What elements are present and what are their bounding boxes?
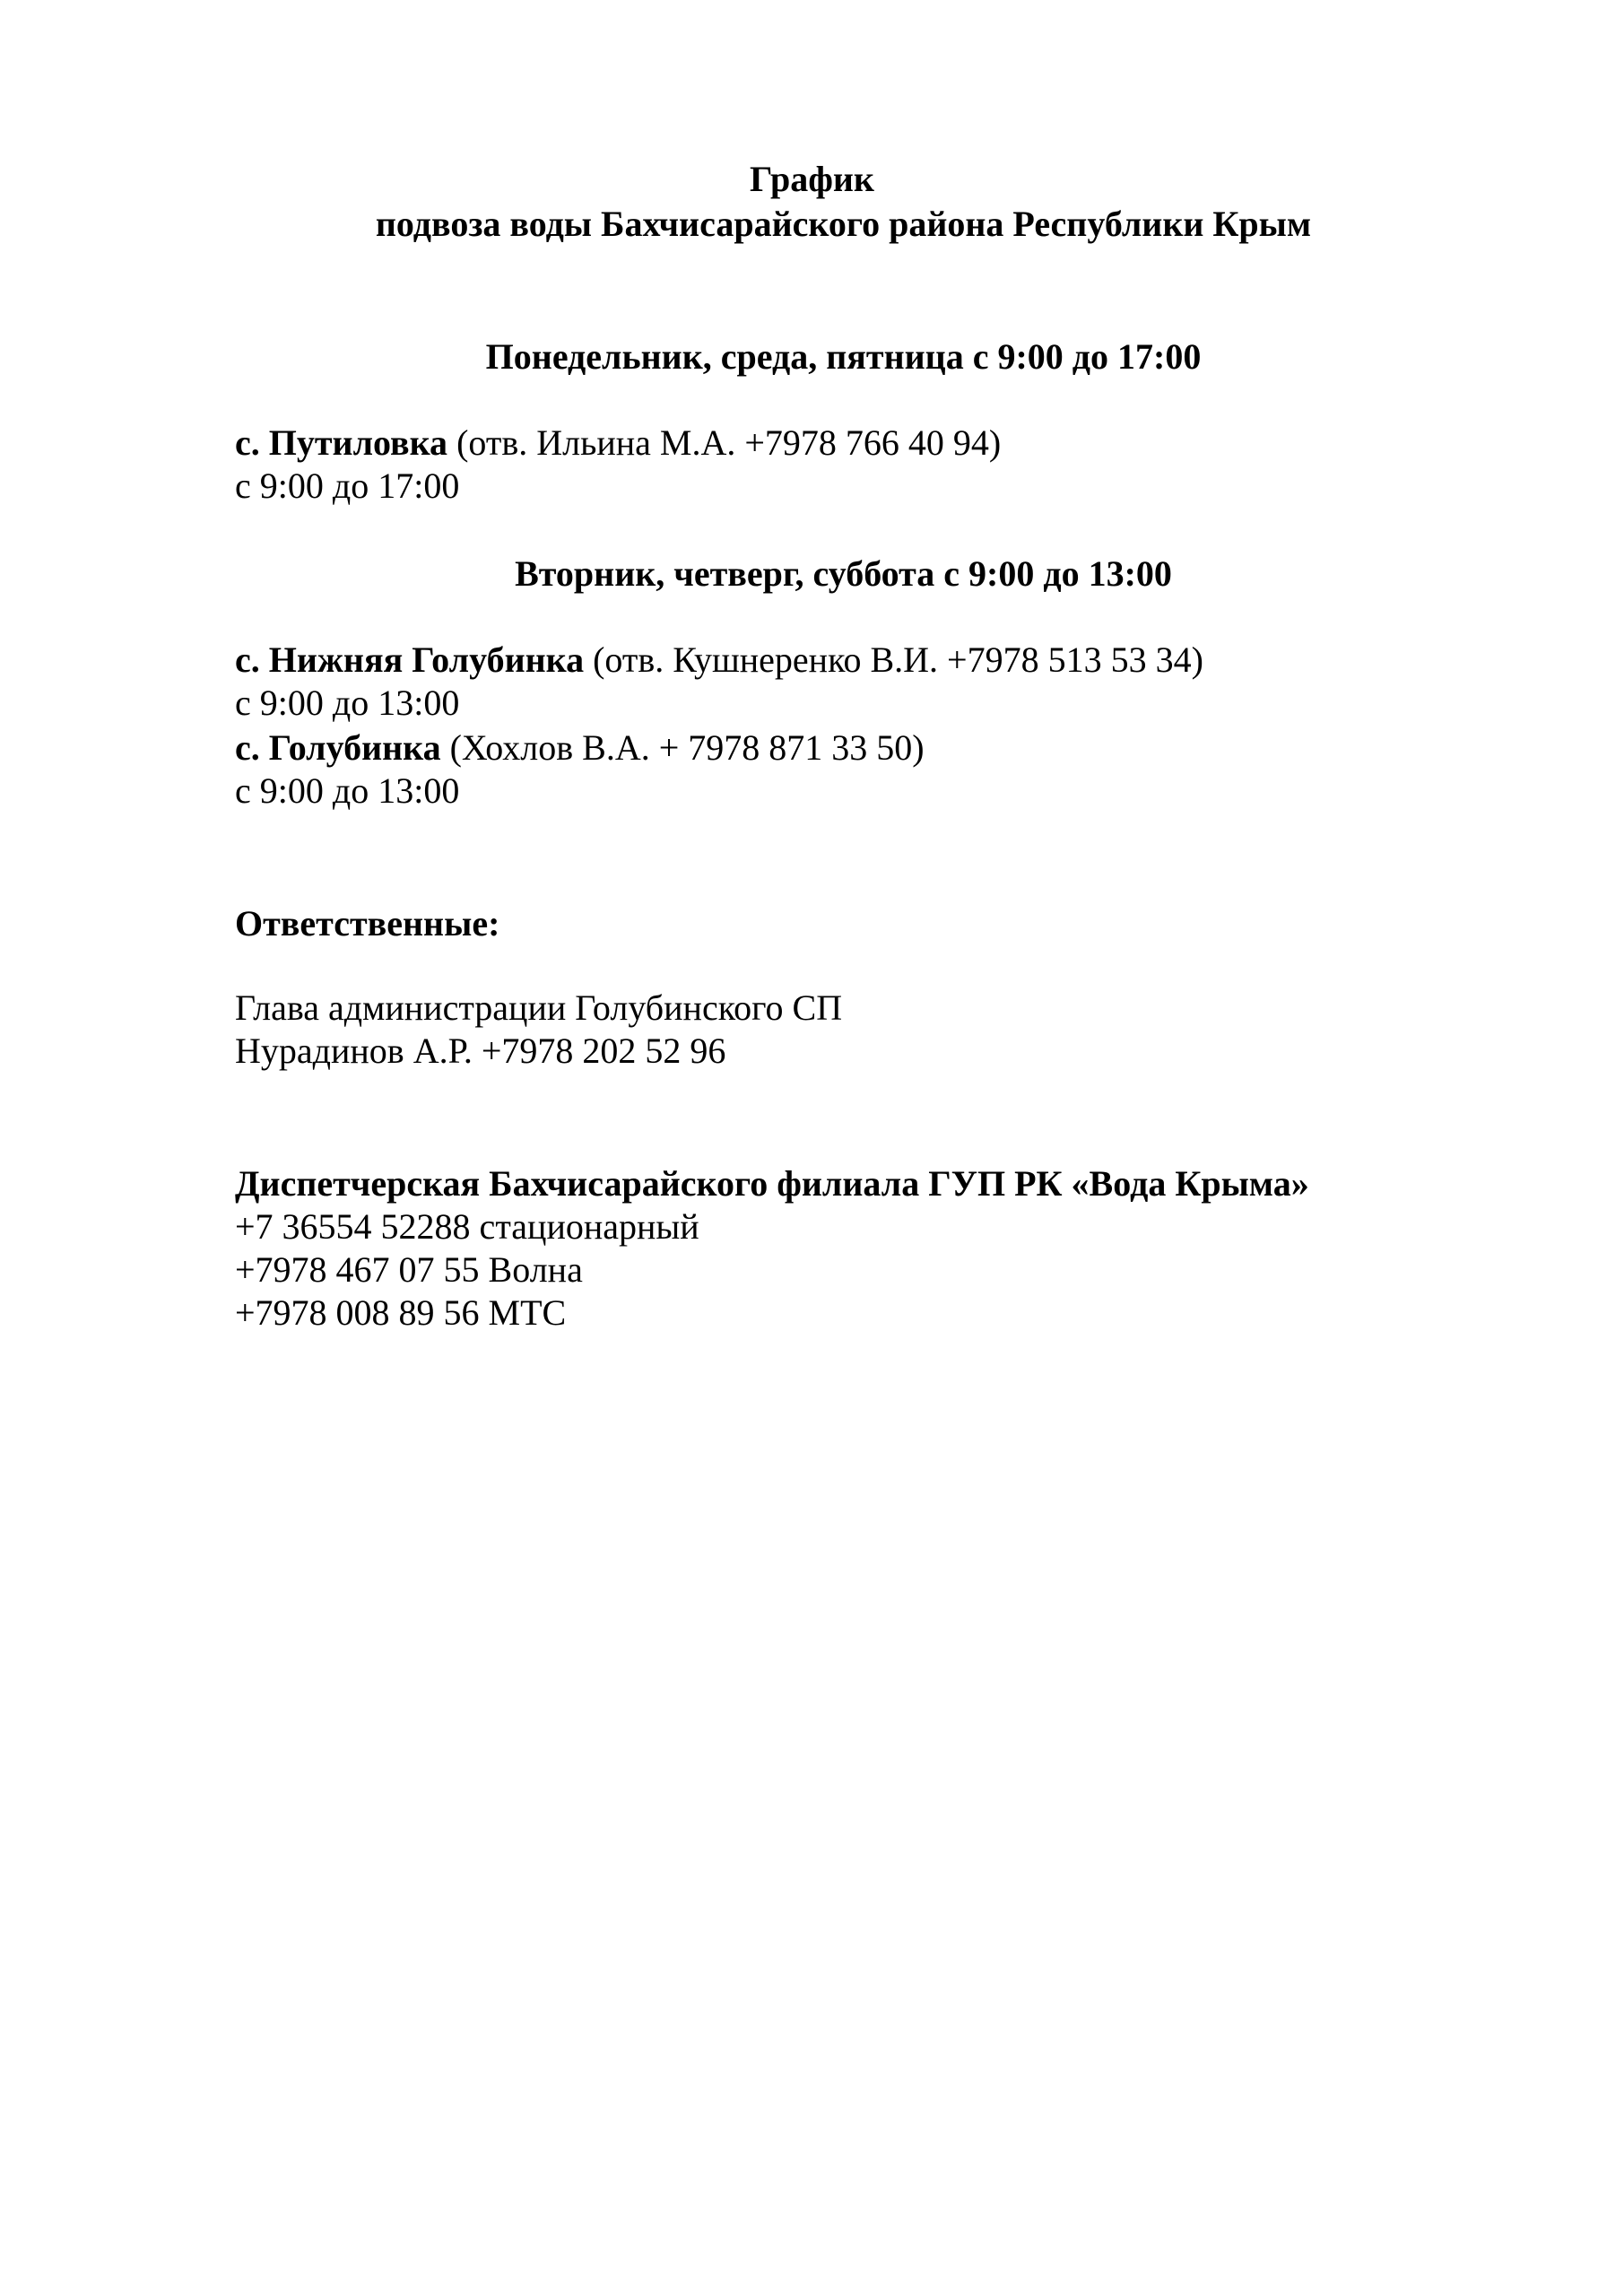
village-contact: (отв. Кушнеренко В.И. +7978 513 53 34) xyxy=(584,639,1203,680)
doc-title: График xyxy=(750,159,874,199)
village-entry-nizhnyaya-golubinka xyxy=(235,639,1203,682)
doc-subtitle: подвоза воды Бахчисарайского района Республики Крым xyxy=(375,204,1312,244)
responsible-person: Нурадинов А.Р. +7978 202 52 96 xyxy=(235,1031,726,1071)
responsible-heading: Ответственные: xyxy=(235,903,500,944)
schedule-days-mwf: Понедельник, среда, пятница с 9:00 до 17:00 xyxy=(485,336,1202,377)
village-entry-golubinka xyxy=(235,726,925,770)
village-name: с. Голубинка xyxy=(235,727,441,768)
dispatch-phone: +7978 008 89 56 МТС xyxy=(235,1292,567,1333)
responsible-position: Глава администрации Голубинского СП xyxy=(235,987,843,1028)
village-entry-putilovka xyxy=(235,422,1001,465)
village-contact: (Хохлов В.А. + 7978 871 33 50) xyxy=(440,727,925,768)
village-name: с. Путиловка xyxy=(235,422,448,463)
village-name: с. Нижняя Голубинка xyxy=(235,639,585,680)
dispatch-phone: +7978 467 07 55 Волна xyxy=(235,1249,583,1290)
dispatch-phone: +7 36554 52288 стационарный xyxy=(235,1206,699,1247)
village-contact: (отв. Ильина М.А. +7978 766 40 94) xyxy=(447,422,1002,463)
schedule-days-tts: Вторник, четверг, суббота с 9:00 до 13:00 xyxy=(515,553,1172,594)
village-hours: с 9:00 до 13:00 xyxy=(235,770,460,811)
village-hours: с 9:00 до 17:00 xyxy=(235,465,460,506)
dispatch-heading: Диспетчерская Бахчисарайского филиала ГУП РК «Вода Крыма» xyxy=(235,1163,1309,1204)
village-hours: с 9:00 до 13:00 xyxy=(235,683,460,723)
